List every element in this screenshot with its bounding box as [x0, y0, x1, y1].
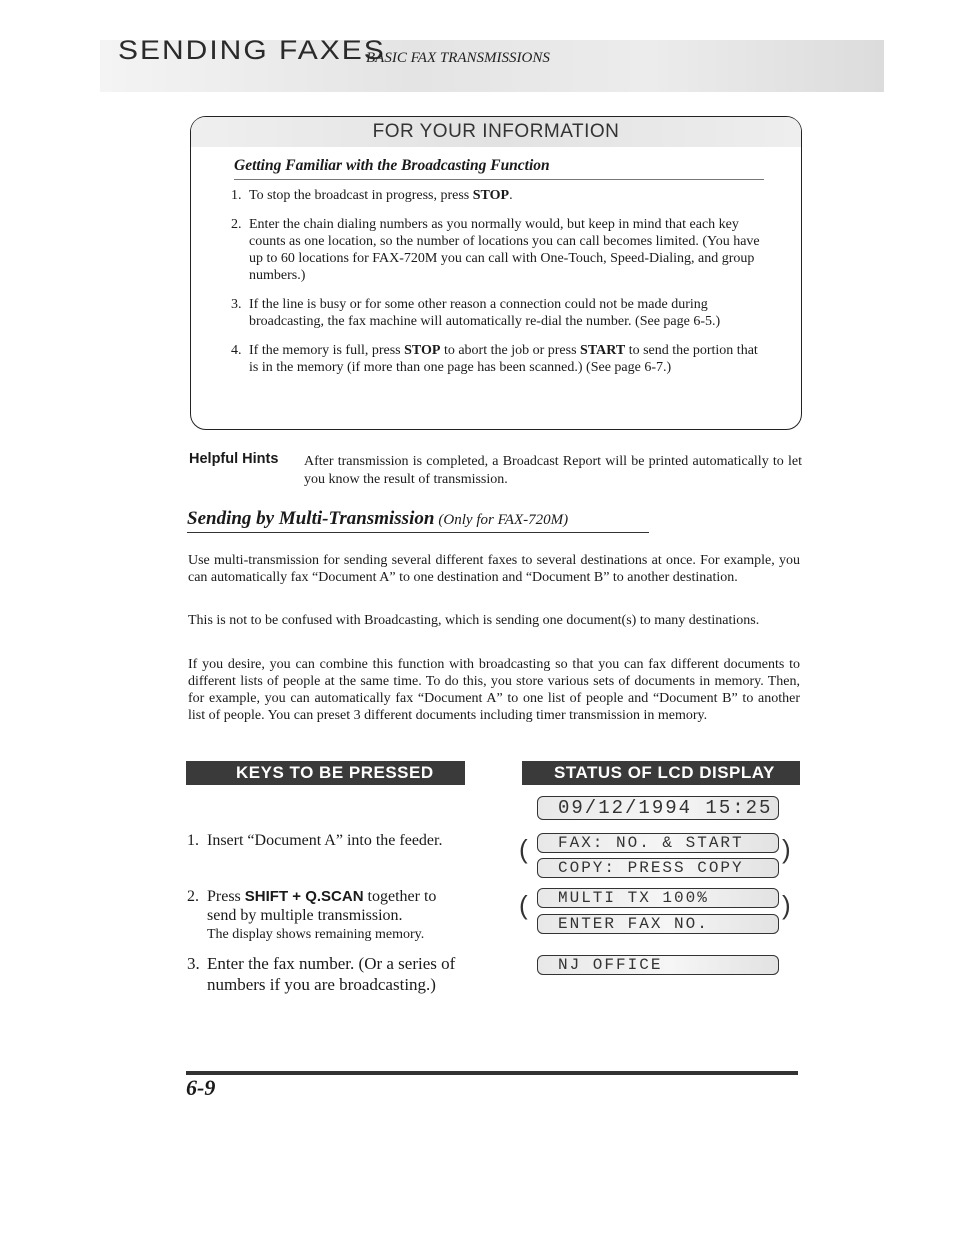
- item-text: If the line is busy or for some other reason a connection could not be made during broadcasting, the fax machine will automatically re-dial the number. (See page 6-5.): [249, 297, 721, 329]
- step-text-part: together to send by multiple transmission.: [207, 888, 437, 924]
- step-text: [207, 887, 467, 943]
- item-text-part: To stop the broadcast in progress, press: [249, 188, 473, 203]
- helpful-hints-label: Helpful Hints: [189, 451, 279, 467]
- lcd-display: ENTER FAX NO.: [537, 914, 779, 934]
- lcd-display: NJ OFFICE: [537, 955, 779, 975]
- key-name: SHIFT + Q.SCAN: [244, 888, 364, 905]
- cycle-bracket-icon: (: [519, 890, 528, 920]
- section-title-main: Sending by Multi-Transmission: [187, 508, 435, 529]
- step-item: [187, 953, 467, 995]
- step-item: [187, 887, 467, 943]
- step-text-part: Press: [207, 888, 245, 905]
- step-number: 3.: [187, 954, 200, 973]
- info-list: [231, 187, 765, 388]
- paragraph: Use multi-transmission for sending several different faxes to several destinations at once. For example, you can automatically fax “Document A” to one destination and “Document B” to another destination.: [188, 553, 800, 585]
- info-box-title: FOR YOUR INFORMATION: [372, 121, 620, 142]
- section-title-note: (Only for FAX-720M): [438, 512, 569, 528]
- key-name: STOP: [404, 343, 441, 358]
- item-number: 3.: [231, 297, 242, 312]
- info-box: [190, 116, 802, 430]
- info-box-heading: Getting Familiar with the Broadcasting Function: [234, 157, 550, 174]
- list-item: [231, 296, 765, 330]
- item-text-part: If the memory is full, press: [249, 343, 405, 358]
- item-text-part: .: [509, 188, 513, 203]
- status-panel-title: STATUS OF LCD DISPLAY: [554, 763, 775, 782]
- footer-rule: [186, 1071, 798, 1075]
- step-number: 1.: [187, 832, 199, 849]
- section-title: [187, 508, 649, 533]
- item-number: 2.: [231, 217, 242, 232]
- item-text-part: to send the portion that is in the memory (if more than one page has been scanned.) (See page 6-7.): [249, 343, 758, 375]
- key-name: START: [580, 343, 626, 358]
- cycle-bracket-icon: ): [782, 834, 791, 864]
- list-item: [231, 216, 765, 284]
- cycle-bracket-icon: ): [782, 890, 791, 920]
- step-number: 2.: [187, 888, 199, 905]
- status-panel-header: [522, 761, 800, 785]
- cycle-bracket-icon: (: [519, 834, 528, 864]
- step-text: Insert “Document A” into the feeder.: [207, 832, 443, 849]
- keys-panel-title: KEYS TO BE PRESSED: [236, 763, 434, 782]
- step-note: The display shows remaining memory.: [207, 927, 425, 942]
- divider: [234, 179, 764, 180]
- step-item: [187, 831, 467, 850]
- lcd-display: MULTI TX 100%: [537, 888, 779, 908]
- lcd-display: 09/12/1994 15:25: [537, 796, 779, 820]
- item-text: Enter the chain dialing numbers as you normally would, but keep in mind that each key counts as one location, so the number of locations you can call becomes limited. (You have up to 60 locations for FAX-720M you can call with One-Touch, Speed-Dialing, and group numbers.): [249, 217, 760, 283]
- page-number: 6-9: [186, 1075, 216, 1100]
- section-subtitle: BASIC FAX TRANSMISSIONS: [366, 50, 550, 66]
- paragraph: This is not to be confused with Broadcasting, which is sending one document(s) to many destinations.: [188, 613, 760, 628]
- item-text: [249, 342, 765, 376]
- lcd-display: COPY: PRESS COPY: [537, 858, 779, 878]
- key-name: STOP: [472, 188, 510, 203]
- list-item: [231, 342, 765, 376]
- keys-panel-header: [186, 761, 465, 785]
- item-number: 4.: [231, 343, 242, 358]
- list-item: [231, 187, 765, 204]
- lcd-display: FAX: NO. & START: [537, 833, 779, 853]
- paragraph: If you desire, you can combine this function with broadcasting so that you can fax different documents to different lists of people at the same time. To do this, you store various sets of documents in memory. Then, for example, you can automatically fax “Document A” to one list of people and “Document B” to another list of people. You can preset 3 different documents including timer transmission in memory.: [188, 657, 800, 723]
- item-text-part: to abort the job or press: [440, 343, 581, 358]
- helpful-hints-text: After transmission is completed, a Broadcast Report will be printed automatically to let you know the result of transmission.: [304, 454, 802, 487]
- section-header: SENDING FAXES: [118, 35, 386, 66]
- item-number: 1.: [231, 188, 242, 203]
- item-text: [249, 187, 765, 204]
- step-text: Enter the fax number. (Or a series of numbers if you are broadcasting.): [207, 954, 456, 994]
